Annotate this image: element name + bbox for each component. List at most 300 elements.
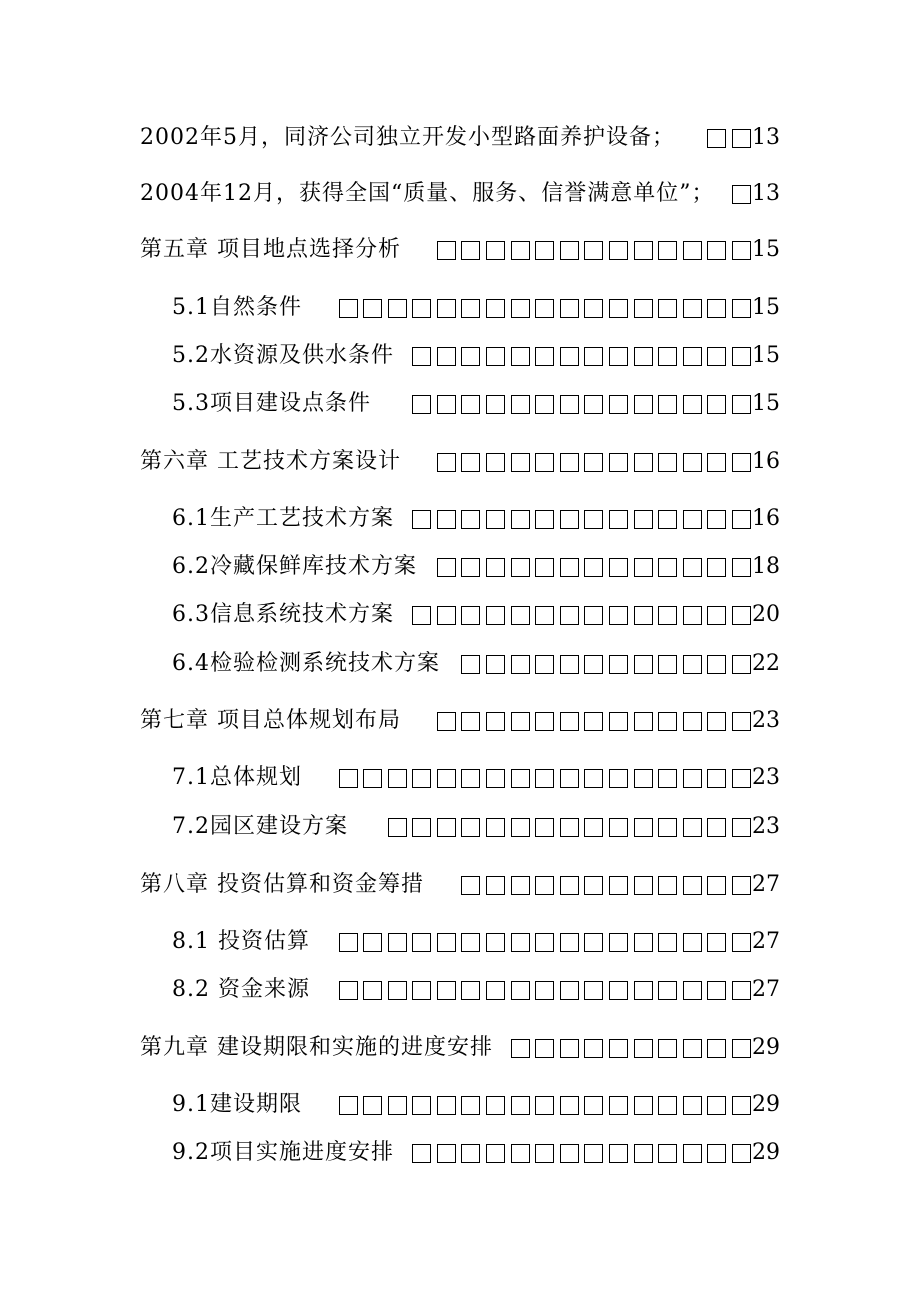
leader-box	[511, 299, 530, 318]
leader-box	[486, 558, 505, 577]
leader-box	[511, 453, 530, 472]
leader-box	[609, 769, 628, 788]
toc-entry-title: 6.1生产工艺技术方案	[172, 506, 394, 531]
toc-entry-page: 29	[752, 1140, 780, 1165]
toc-entry[interactable]	[140, 176, 780, 212]
toc-section[interactable]	[172, 338, 780, 374]
leader-box	[535, 1039, 554, 1058]
leader-box	[486, 606, 505, 625]
leader-box	[609, 933, 628, 952]
leader-box	[388, 769, 407, 788]
leader-box	[486, 1144, 505, 1163]
leader-box	[363, 981, 382, 1000]
leader-box	[560, 712, 579, 731]
toc-entry-page: 29	[752, 1035, 780, 1060]
leader-box	[511, 769, 530, 788]
leader-box	[707, 510, 726, 529]
leader-box	[732, 933, 751, 952]
leader-box	[683, 241, 702, 260]
leader-box	[363, 933, 382, 952]
leader-box	[535, 510, 554, 529]
leader-box	[560, 876, 579, 895]
leader-box	[683, 299, 702, 318]
leader-box	[461, 299, 480, 318]
leader-box	[535, 241, 554, 260]
leader-box	[584, 933, 603, 952]
toc-leader	[320, 924, 751, 960]
leader-box	[535, 769, 554, 788]
leader-box	[707, 1039, 726, 1058]
leader-box	[511, 558, 530, 577]
leader-box	[388, 1096, 407, 1115]
leader-box	[486, 395, 505, 414]
toc-leader	[381, 386, 751, 422]
toc-entry-title: 5.1自然条件	[172, 295, 302, 320]
leader-box	[535, 347, 554, 366]
leader-box	[634, 769, 653, 788]
toc-entry-page: 18	[752, 554, 780, 579]
toc-entry[interactable]	[140, 120, 780, 156]
leader-box	[584, 606, 603, 625]
leader-box	[437, 981, 456, 1000]
leader-box	[486, 933, 505, 952]
leader-box	[584, 510, 603, 529]
leader-box	[634, 558, 653, 577]
leader-box	[658, 347, 677, 366]
leader-box	[535, 655, 554, 674]
leader-box	[683, 818, 702, 837]
leader-box	[437, 453, 456, 472]
leader-box	[634, 1096, 653, 1115]
leader-box	[707, 347, 726, 366]
toc-section[interactable]	[172, 501, 780, 537]
toc-chapter[interactable]	[140, 703, 780, 739]
leader-box	[683, 347, 702, 366]
toc-entry-page: 15	[752, 237, 780, 262]
leader-box	[511, 818, 530, 837]
leader-box	[437, 933, 456, 952]
leader-box	[683, 933, 702, 952]
leader-box	[732, 558, 751, 577]
leader-box	[437, 712, 456, 731]
toc-entry-title: 6.3信息系统技术方案	[172, 602, 394, 627]
toc-section[interactable]	[172, 646, 780, 682]
toc-entry-page: 23	[752, 708, 780, 733]
toc-entry-page: 13	[752, 181, 780, 206]
leader-box	[486, 347, 505, 366]
leader-box	[560, 981, 579, 1000]
leader-box	[535, 1144, 554, 1163]
leader-box	[732, 606, 751, 625]
leader-box	[658, 510, 677, 529]
toc-section[interactable]	[172, 809, 780, 845]
toc-leader	[427, 549, 751, 585]
leader-box	[609, 241, 628, 260]
toc-leader	[404, 1135, 751, 1171]
leader-box	[461, 933, 480, 952]
toc-entry-page: 15	[752, 343, 780, 368]
leader-box	[535, 558, 554, 577]
toc-entry-title: 第六章 工艺技术方案设计	[140, 449, 401, 474]
leader-box	[732, 395, 751, 414]
toc-chapter[interactable]	[140, 232, 780, 268]
toc-entry-page: 23	[752, 814, 780, 839]
leader-box	[412, 606, 431, 625]
leader-box	[584, 241, 603, 260]
leader-box	[560, 769, 579, 788]
leader-box	[707, 818, 726, 837]
leader-box	[732, 510, 751, 529]
leader-box	[609, 981, 628, 1000]
leader-box	[707, 241, 726, 260]
leader-box	[732, 818, 751, 837]
leader-box	[584, 299, 603, 318]
leader-box	[560, 347, 579, 366]
leader-box	[437, 241, 456, 260]
leader-box	[511, 1096, 530, 1115]
toc-entry-page: 23	[752, 765, 780, 790]
toc-section[interactable]	[172, 924, 780, 960]
toc-leader	[312, 1087, 751, 1123]
leader-box	[437, 1144, 456, 1163]
leader-box	[732, 769, 751, 788]
leader-box	[732, 981, 751, 1000]
leader-box	[535, 453, 554, 472]
toc-entry-page: 13	[752, 125, 780, 150]
leader-box	[486, 299, 505, 318]
toc-entry-page: 27	[752, 929, 780, 954]
leader-box	[511, 1144, 530, 1163]
leader-box	[707, 1096, 726, 1115]
leader-box	[511, 395, 530, 414]
toc-entry-title: 2002年5月，同济公司独立开发小型路面养护设备；	[140, 125, 675, 150]
leader-box	[412, 510, 431, 529]
leader-box	[339, 981, 358, 1000]
leader-box	[634, 655, 653, 674]
leader-box	[437, 299, 456, 318]
leader-box	[437, 818, 456, 837]
leader-box	[412, 1096, 431, 1115]
leader-box	[511, 510, 530, 529]
leader-box	[634, 1144, 653, 1163]
leader-box	[658, 655, 677, 674]
leader-box	[658, 453, 677, 472]
leader-box	[634, 606, 653, 625]
leader-box	[461, 769, 480, 788]
leader-box	[412, 299, 431, 318]
leader-box	[584, 1144, 603, 1163]
toc-leader	[411, 703, 751, 739]
leader-box	[707, 981, 726, 1000]
leader-box	[658, 558, 677, 577]
leader-box	[412, 981, 431, 1000]
leader-box	[732, 1144, 751, 1163]
leader-box	[707, 129, 726, 148]
leader-box	[609, 876, 628, 895]
leader-box	[658, 606, 677, 625]
toc-entry-title: 6.2冷藏保鲜库技术方案	[172, 554, 417, 579]
leader-box	[707, 558, 726, 577]
leader-box	[732, 712, 751, 731]
toc-entry-title: 第九章 建设期限和实施的进度安排	[140, 1035, 493, 1060]
leader-box	[339, 1096, 358, 1115]
leader-box	[535, 818, 554, 837]
toc-chapter[interactable]	[140, 867, 780, 903]
toc-entry-page: 16	[752, 449, 780, 474]
leader-box	[461, 818, 480, 837]
leader-box	[732, 1096, 751, 1115]
leader-box	[511, 876, 530, 895]
toc-entry-title: 6.4检验检测系统技术方案	[172, 651, 440, 676]
leader-box	[363, 769, 382, 788]
leader-box	[584, 818, 603, 837]
leader-box	[511, 655, 530, 674]
leader-box	[437, 606, 456, 625]
toc-leader	[724, 176, 751, 212]
leader-box	[658, 769, 677, 788]
leader-box	[609, 1144, 628, 1163]
leader-box	[388, 981, 407, 1000]
toc-leader	[685, 120, 751, 156]
leader-box	[584, 347, 603, 366]
toc-leader	[404, 501, 751, 537]
leader-box	[511, 606, 530, 625]
toc-entry-page: 27	[752, 872, 780, 897]
toc-section[interactable]	[172, 290, 780, 326]
leader-box	[658, 1096, 677, 1115]
leader-box	[584, 655, 603, 674]
leader-box	[732, 241, 751, 260]
leader-box	[609, 510, 628, 529]
toc-entry-title: 8.1 投资估算	[172, 929, 310, 954]
toc-entry-title: 8.2 资金来源	[172, 977, 310, 1002]
leader-box	[609, 299, 628, 318]
leader-box	[339, 933, 358, 952]
leader-box	[461, 347, 480, 366]
toc-entry-title: 7.1总体规划	[172, 765, 302, 790]
toc-entry-title: 5.3项目建设点条件	[172, 391, 371, 416]
leader-box	[584, 395, 603, 414]
leader-box	[732, 1039, 751, 1058]
toc-entry-page: 22	[752, 651, 780, 676]
leader-box	[560, 606, 579, 625]
leader-box	[658, 876, 677, 895]
leader-box	[707, 769, 726, 788]
leader-box	[363, 1096, 382, 1115]
leader-box	[560, 453, 579, 472]
leader-box	[707, 1144, 726, 1163]
leader-box	[511, 981, 530, 1000]
leader-box	[732, 655, 751, 674]
leader-box	[560, 818, 579, 837]
leader-box	[707, 655, 726, 674]
leader-box	[486, 876, 505, 895]
toc-entry-title: 第五章 项目地点选择分析	[140, 237, 401, 262]
leader-box	[683, 876, 702, 895]
leader-box	[412, 1144, 431, 1163]
toc-entry-page: 15	[752, 295, 780, 320]
leader-box	[461, 981, 480, 1000]
toc-entry-title: 第八章 投资估算和资金筹措	[140, 872, 424, 897]
toc-entry-page: 20	[752, 602, 780, 627]
leader-box	[683, 769, 702, 788]
toc-chapter[interactable]	[140, 1030, 780, 1066]
leader-box	[511, 241, 530, 260]
leader-box	[609, 818, 628, 837]
leader-box	[560, 933, 579, 952]
leader-box	[412, 818, 431, 837]
leader-box	[634, 395, 653, 414]
toc-leader	[450, 646, 751, 682]
leader-box	[683, 558, 702, 577]
leader-box	[535, 981, 554, 1000]
leader-box	[363, 299, 382, 318]
toc-section[interactable]	[172, 1135, 780, 1171]
leader-box	[560, 1096, 579, 1115]
leader-box	[560, 655, 579, 674]
leader-box	[609, 347, 628, 366]
leader-box	[658, 299, 677, 318]
leader-box	[683, 453, 702, 472]
leader-box	[732, 185, 751, 204]
leader-box	[461, 1096, 480, 1115]
toc-leader	[404, 597, 751, 633]
leader-box	[486, 453, 505, 472]
leader-box	[707, 453, 726, 472]
leader-box	[560, 1144, 579, 1163]
toc-leader	[434, 867, 751, 903]
leader-box	[658, 933, 677, 952]
leader-box	[388, 933, 407, 952]
leader-box	[683, 510, 702, 529]
leader-box	[388, 299, 407, 318]
leader-box	[535, 933, 554, 952]
leader-box	[486, 241, 505, 260]
leader-box	[486, 981, 505, 1000]
toc-section[interactable]	[172, 386, 780, 422]
leader-box	[732, 299, 751, 318]
toc-leader	[503, 1030, 751, 1066]
leader-box	[560, 395, 579, 414]
toc-section[interactable]	[172, 972, 780, 1008]
leader-box	[584, 558, 603, 577]
leader-box	[634, 981, 653, 1000]
toc-entry-title: 7.2园区建设方案	[172, 814, 348, 839]
leader-box	[732, 347, 751, 366]
leader-box	[658, 1144, 677, 1163]
leader-box	[560, 241, 579, 260]
leader-box	[707, 299, 726, 318]
toc-section[interactable]	[172, 597, 780, 633]
leader-box	[461, 395, 480, 414]
toc-entry-title: 9.2项目实施进度安排	[172, 1140, 394, 1165]
leader-box	[511, 712, 530, 731]
leader-box	[707, 876, 726, 895]
leader-box	[511, 347, 530, 366]
leader-box	[634, 510, 653, 529]
toc-section[interactable]	[172, 1087, 780, 1123]
leader-box	[584, 876, 603, 895]
leader-box	[634, 818, 653, 837]
leader-box	[584, 712, 603, 731]
leader-box	[461, 453, 480, 472]
toc-entry-page: 27	[752, 977, 780, 1002]
leader-box	[461, 558, 480, 577]
toc-leader	[312, 290, 751, 326]
toc-leader	[312, 760, 751, 796]
leader-box	[609, 1039, 628, 1058]
leader-box	[412, 769, 431, 788]
toc-chapter[interactable]	[140, 444, 780, 480]
toc-leader	[358, 809, 751, 845]
toc-section[interactable]	[172, 760, 780, 796]
leader-box	[683, 712, 702, 731]
leader-box	[609, 453, 628, 472]
leader-box	[683, 1096, 702, 1115]
leader-box	[437, 395, 456, 414]
leader-box	[732, 453, 751, 472]
leader-box	[634, 299, 653, 318]
leader-box	[560, 510, 579, 529]
leader-box	[535, 395, 554, 414]
leader-box	[486, 818, 505, 837]
toc-entry-title: 5.2水资源及供水条件	[172, 343, 394, 368]
leader-box	[437, 558, 456, 577]
toc-entry-page: 29	[752, 1092, 780, 1117]
leader-box	[486, 712, 505, 731]
leader-box	[437, 1096, 456, 1115]
leader-box	[634, 933, 653, 952]
leader-box	[461, 712, 480, 731]
leader-box	[683, 1039, 702, 1058]
leader-box	[412, 395, 431, 414]
leader-box	[683, 655, 702, 674]
leader-box	[609, 655, 628, 674]
leader-box	[461, 241, 480, 260]
leader-box	[535, 1096, 554, 1115]
toc-entry-page: 16	[752, 506, 780, 531]
leader-box	[437, 510, 456, 529]
leader-box	[658, 395, 677, 414]
toc-section[interactable]	[172, 549, 780, 585]
leader-box	[609, 712, 628, 731]
leader-box	[388, 818, 407, 837]
leader-box	[511, 1039, 530, 1058]
leader-box	[560, 1039, 579, 1058]
leader-box	[634, 453, 653, 472]
leader-box	[461, 606, 480, 625]
toc-entry-title: 9.1建设期限	[172, 1092, 302, 1117]
leader-box	[584, 1039, 603, 1058]
leader-box	[658, 1039, 677, 1058]
leader-box	[683, 395, 702, 414]
leader-box	[412, 933, 431, 952]
leader-box	[461, 876, 480, 895]
leader-box	[486, 1096, 505, 1115]
leader-box	[707, 606, 726, 625]
leader-box	[609, 1096, 628, 1115]
leader-box	[535, 712, 554, 731]
leader-box	[683, 981, 702, 1000]
toc-entry-page: 15	[752, 391, 780, 416]
leader-box	[658, 712, 677, 731]
leader-box	[634, 876, 653, 895]
leader-box	[683, 1144, 702, 1163]
leader-box	[584, 769, 603, 788]
leader-box	[634, 241, 653, 260]
toc-leader	[404, 338, 751, 374]
leader-box	[486, 655, 505, 674]
